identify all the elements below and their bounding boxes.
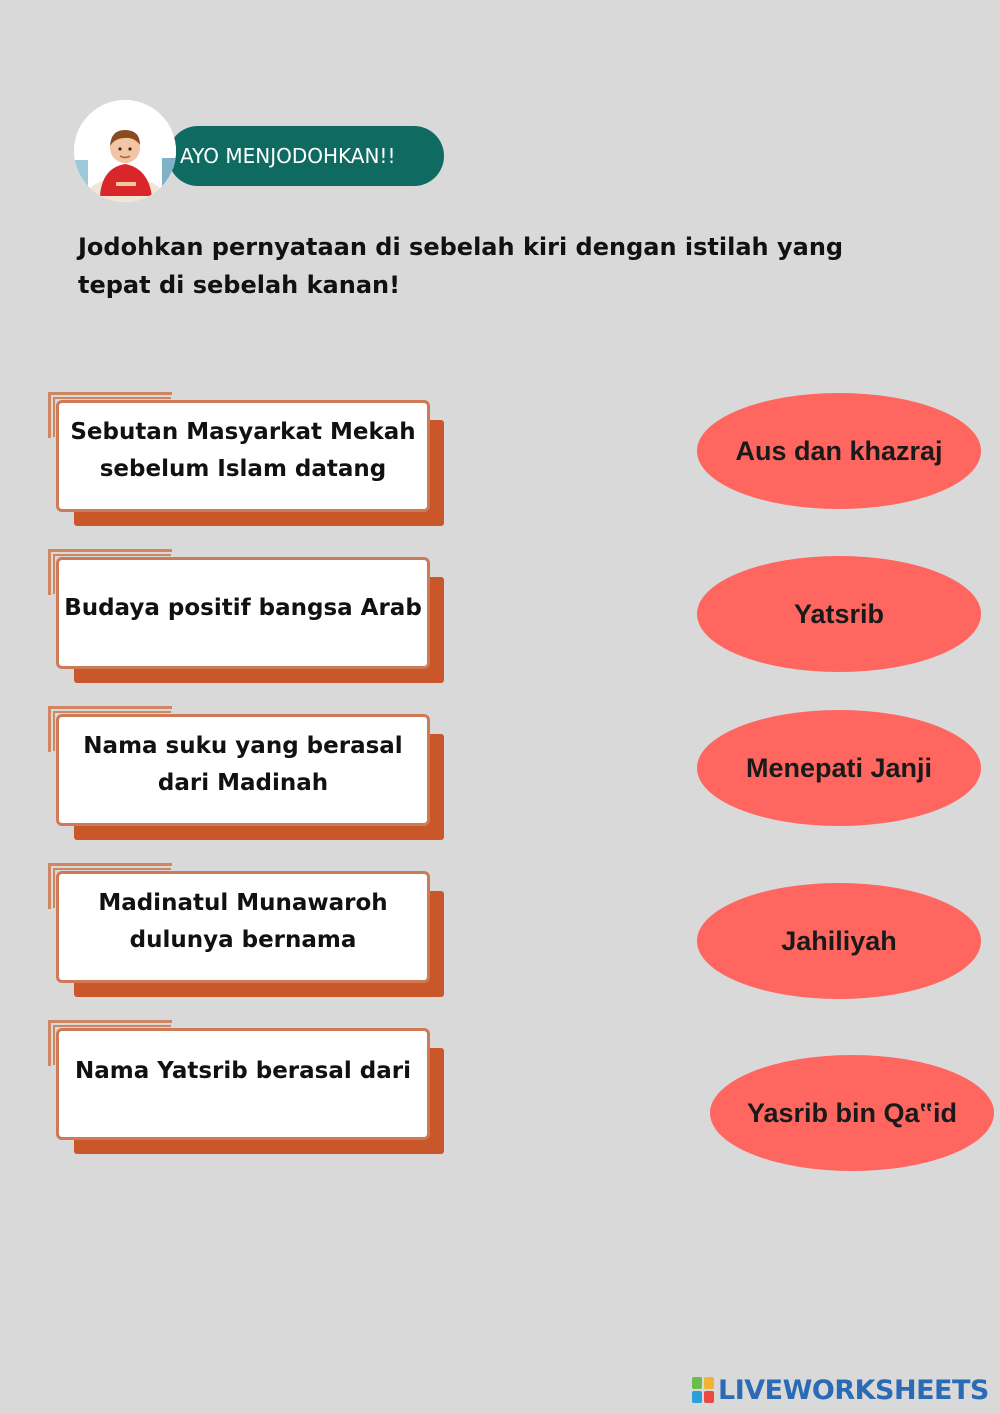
- statement-text: Nama Yatsrib berasal dari: [56, 1028, 430, 1140]
- brand-logo: [692, 1372, 989, 1408]
- child-avatar-icon: [74, 100, 176, 202]
- term-option[interactable]: Jahiliyah: [697, 883, 981, 999]
- term-option[interactable]: Aus dan khazraj: [697, 393, 981, 509]
- liveworksheets-icon: [692, 1377, 714, 1403]
- page-title: AYO MENJODOHKAN!!: [168, 126, 444, 186]
- term-option[interactable]: Menepati Janji: [697, 710, 981, 826]
- statement-text: Budaya positif bangsa Arab: [56, 557, 430, 669]
- statement-card[interactable]: [48, 863, 448, 1023]
- statement-card[interactable]: [48, 549, 448, 709]
- statement-card[interactable]: [48, 706, 448, 866]
- statement-text: Sebutan Masyarkat Mekah sebelum Islam datang: [56, 400, 430, 512]
- statement-text: Nama suku yang berasal dari Madinah: [56, 714, 430, 826]
- term-option[interactable]: Yatsrib: [697, 556, 981, 672]
- statement-card[interactable]: [48, 392, 448, 552]
- brand-name: LIVEWORKSHEETS: [718, 1374, 989, 1406]
- statement-text: Madinatul Munawaroh dulunya bernama: [56, 871, 430, 983]
- avatar: [74, 100, 176, 202]
- statement-card[interactable]: [48, 1020, 448, 1180]
- instructions-text: Jodohkan pernyataan di sebelah kiri dengan istilah yang tepat di sebelah kanan!: [78, 233, 844, 299]
- term-option[interactable]: Yasrib bin Qa‟id: [710, 1055, 994, 1171]
